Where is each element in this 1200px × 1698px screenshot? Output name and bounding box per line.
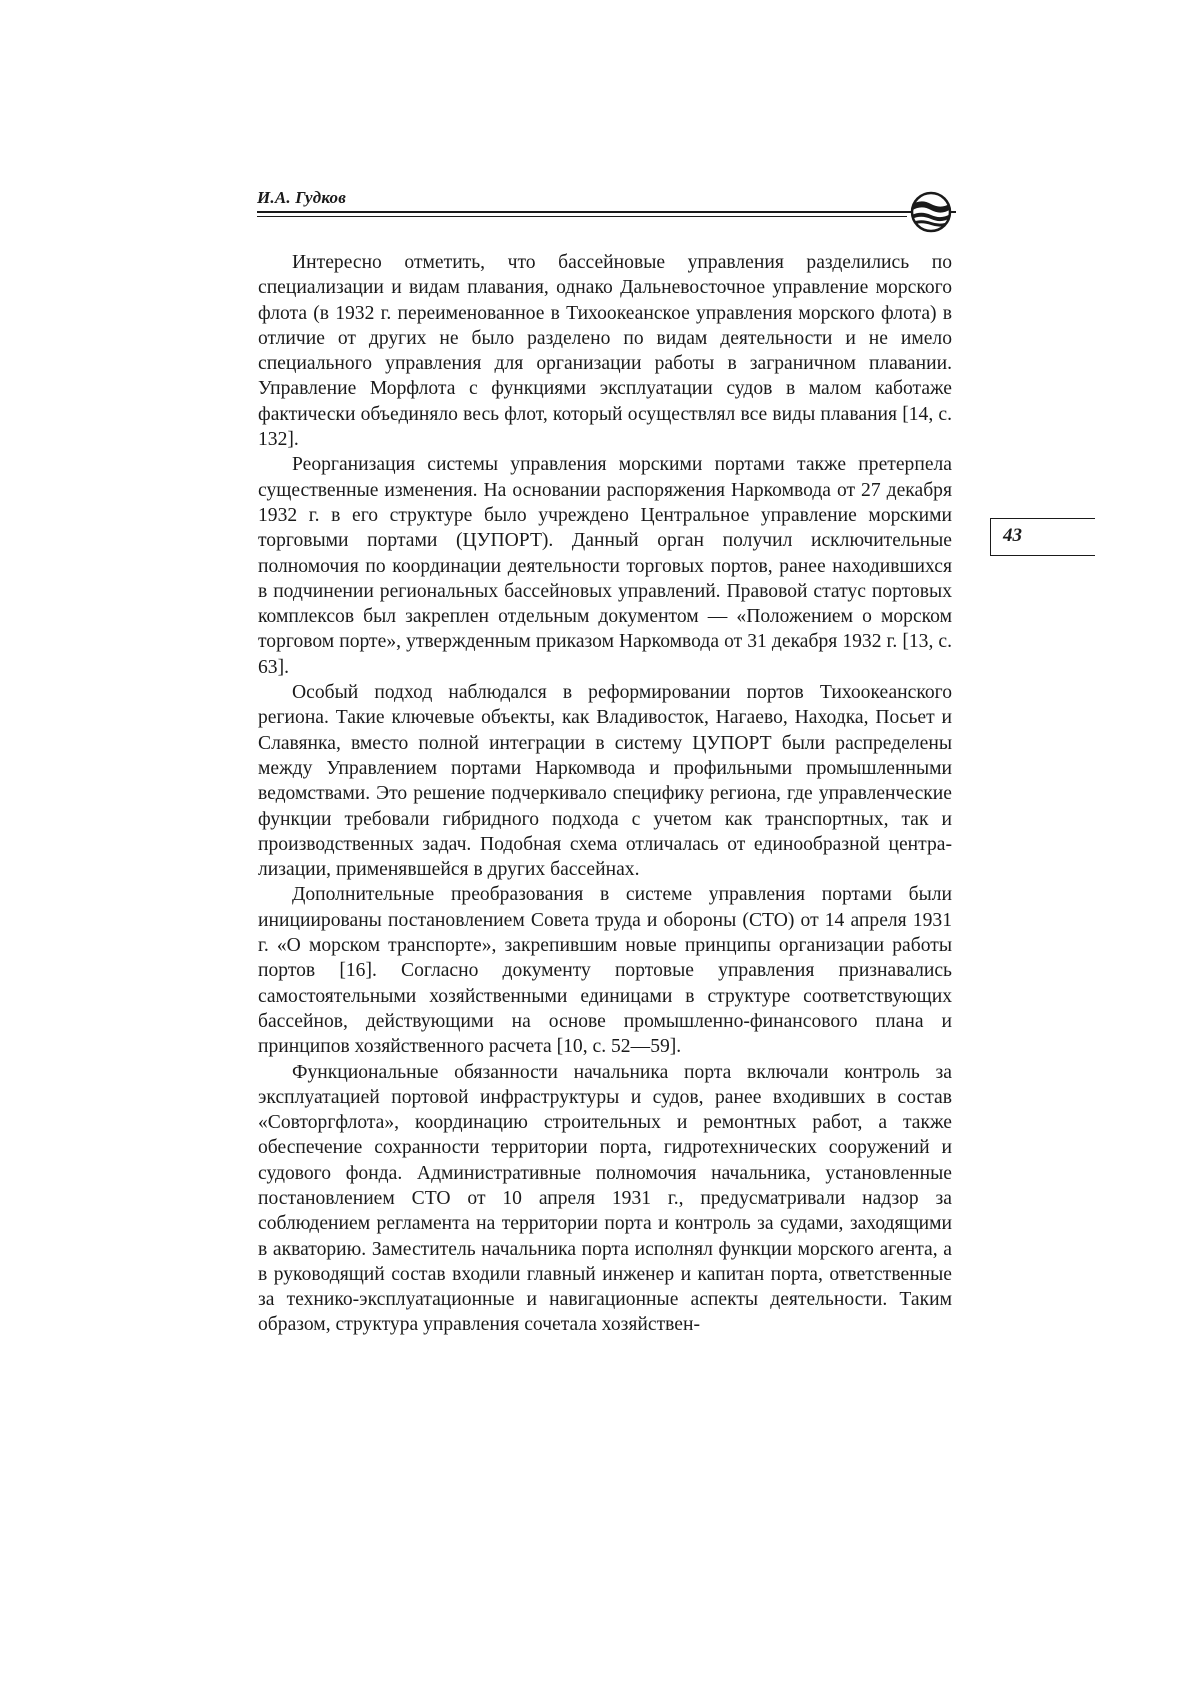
- paragraph: Дополнительные преобразования в системе управления портами были инициированы постановлением Совета труда и обороны (СТО) от 14 апреля 1931 г. «О морском транспорте», закрепившим новые принципы организации работы портов [16]. Согласно документу портовые управления признавались самостоятельными хозяйственными единицами в структуре соответствующих бассейнов, действующими на основе промышленно-финансового плана и принципов хозяйственного расчета [10, с. 52—59].: [258, 884, 952, 1058]
- header-rule-thick: [257, 211, 907, 213]
- body-text: [258, 250, 952, 1338]
- running-head: И.А. Гудков: [257, 188, 347, 207]
- header-rule-thin: [257, 216, 907, 217]
- paragraph: Реорганизация системы управления морскими портами также претерпела существенные изменения. На основании распоряжения Наркомвода от 27 декабря 1932 г. в его структуре было учреждено Центральное управление морскими торговыми портами (ЦУПОРТ). Данный орган получил исключительные полномочия по координации деятельности торговых портов, ранее находившихся в подчинении региональных бассейновых управлений. Правовой статус портовых комплексов был закреплен отдельным документом — «Положением о морском торговом порте», утвержденным приказом Наркомвода от 31 декабря 1932 г. [13, с. 63].: [258, 454, 952, 678]
- paragraph: Интересно отметить, что бассейновые управления разделились по специализации и видам плавания, однако Дальневосточное управление морского флота (в 1932 г. переименованное в Тихоокеанское управления морского флота) в отличие от других не было разделено по видам деятельности и не имело специального управления для организации работы в заграничном плавании. Управление Морфлота с функциями эксплуатации судов в малом каботаже фактически объединяло весь флот, который осуществлял все виды плавания [14, с. 132].: [258, 252, 952, 451]
- page-number: 43: [1003, 525, 1022, 546]
- paragraph: Функциональные обязанности начальника порта включали контроль за эксплуатацией портовой инфраструктуры и судов, ранее входивших в состав «Совторгфлота», координацию строительных и ремонтных работ, а также обеспечение сохранности территории порта, гидротехнических сооружений и судового фонда. Административные полномочия начальника, установленные постановлением СТО от 10 апреля 1931 г., предусматривали надзор за соблюдением регламента на территории порта и контроль за судами, заходящими в акваторию. Заместитель начальника порта исполнял функции морского агента, а в руководящий состав входили главный инженер и капитан порта, ответственные за технико-эксплуатационные и навигационные аспекты деятельности. Таким образом, структура управления сочетала хозяйствен-: [258, 1061, 952, 1336]
- page-number-box: [990, 518, 1095, 556]
- wave-globe-logo-icon: [906, 190, 956, 234]
- paragraph: Особый подход наблюдался в реформировании портов Тихоокеанского региона. Такие ключевые объекты, как Владивосток, Нагаево, Находка, Посьет и Славянка, вместо полной интеграции в систему ЦУПОРТ были распределены между Управлением портами Наркомвода и профильными промышленными ведомствами. Это решение подчеркивало специфику региона, где управленческие функции требовали гибридного подхода с учетом как транспортных, так и производственных задач. Подобная схема отличалась от единообразной централизации, применявшейся в других бассейнах.: [258, 682, 952, 881]
